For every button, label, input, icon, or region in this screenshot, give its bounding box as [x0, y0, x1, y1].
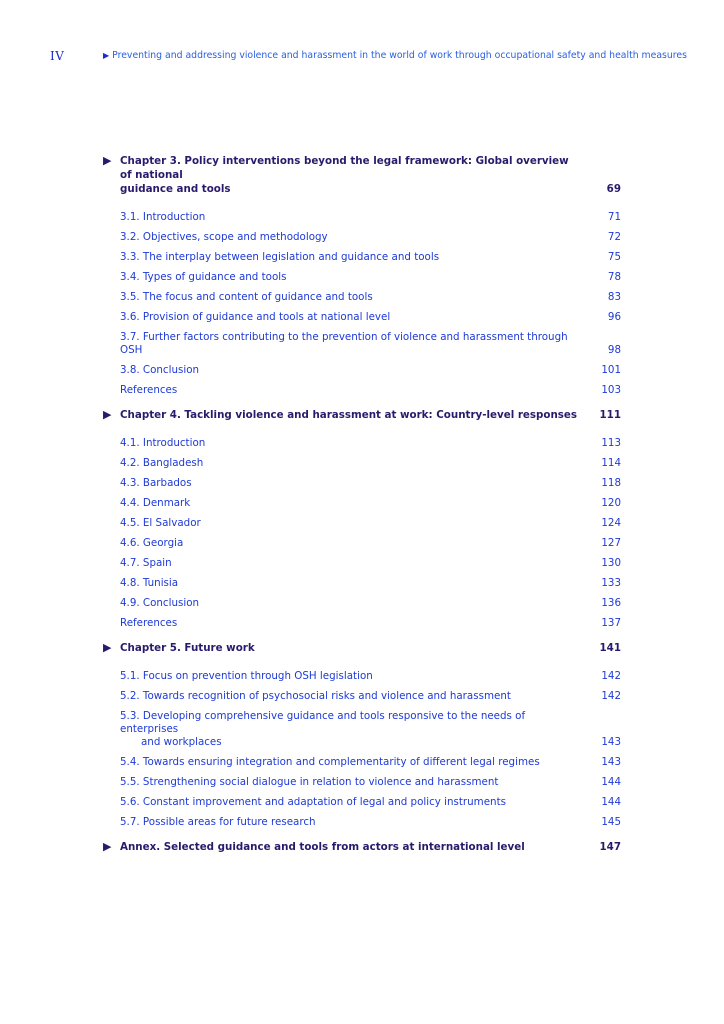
- toc-entry[interactable]: [120, 756, 621, 769]
- entry-page: 133: [601, 577, 621, 589]
- toc-entry[interactable]: [120, 537, 621, 550]
- entry-title: References: [120, 617, 178, 629]
- toc-entry[interactable]: [120, 557, 621, 570]
- entry-title: 4.7. Spain: [120, 557, 172, 569]
- entry-title: 4.2. Bangladesh: [120, 457, 204, 469]
- toc-entry[interactable]: [120, 577, 621, 590]
- toc-chapter-3[interactable]: [103, 154, 621, 196]
- entry-title: 3.7. Further factors contributing to the prevention of violence and harassment through OSH: [120, 331, 568, 356]
- chapter-page: 147: [599, 841, 621, 853]
- chapter-5-entries: [103, 670, 621, 829]
- toc-entry[interactable]: [120, 211, 621, 224]
- toc-entry[interactable]: [120, 364, 621, 377]
- table-of-contents: [103, 154, 621, 869]
- entry-page: 83: [607, 291, 621, 303]
- entry-page: 120: [601, 497, 621, 509]
- chapter-title: Annex. Selected guidance and tools from actors at international level: [120, 841, 525, 853]
- entry-title: 4.6. Georgia: [120, 537, 184, 549]
- toc-entry[interactable]: [120, 796, 621, 809]
- entry-title: 5.2. Towards recognition of psychosocial risks and violence and harassment: [120, 690, 511, 702]
- entry-title: 4.4. Denmark: [120, 497, 191, 509]
- entry-title: 3.5. The focus and content of guidance and tools: [120, 291, 373, 303]
- entry-title: 4.9. Conclusion: [120, 597, 200, 609]
- entry-title-continued: and workplaces: [141, 736, 222, 748]
- page-number: IV: [50, 49, 65, 63]
- toc-entry[interactable]: [120, 231, 621, 244]
- entry-page: 142: [601, 690, 621, 702]
- entry-page: 75: [607, 251, 621, 263]
- entry-page: 101: [601, 364, 621, 376]
- entry-page: 127: [601, 537, 621, 549]
- toc-chapter-5[interactable]: [103, 641, 621, 655]
- toc-annex[interactable]: [103, 840, 621, 854]
- entry-page: 143: [601, 736, 621, 748]
- chapter-title: Chapter 5. Future work: [120, 642, 255, 654]
- toc-entry[interactable]: [120, 251, 621, 264]
- entry-page: 118: [601, 477, 621, 489]
- entry-page: 113: [601, 437, 621, 449]
- toc-entry[interactable]: [120, 710, 621, 749]
- entry-page: 71: [607, 211, 621, 223]
- entry-page: 103: [601, 384, 621, 396]
- entry-page: 96: [607, 311, 621, 323]
- toc-entry[interactable]: [120, 816, 621, 829]
- entry-page: 130: [601, 557, 621, 569]
- entry-page: 144: [601, 776, 621, 788]
- chapter-3-entries: [103, 211, 621, 397]
- triangle-bullet-icon: ▶: [103, 51, 110, 60]
- chapter-page: 141: [599, 642, 621, 654]
- entry-title: 5.3. Developing comprehensive guidance and tools responsive to the needs of enterprises: [120, 710, 526, 735]
- toc-entry[interactable]: [120, 497, 621, 510]
- entry-title: 5.6. Constant improvement and adaptation of legal and policy instruments: [120, 796, 506, 808]
- entry-title: 4.3. Barbados: [120, 477, 192, 489]
- entry-title: 4.8. Tunisia: [120, 577, 179, 589]
- toc-chapter-4[interactable]: [103, 408, 621, 422]
- toc-entry[interactable]: [120, 271, 621, 284]
- entry-page: 145: [601, 816, 621, 828]
- chapter-4-entries: [103, 437, 621, 630]
- entry-page: 144: [601, 796, 621, 808]
- entry-title: 5.7. Possible areas for future research: [120, 816, 316, 828]
- toc-entry[interactable]: [120, 597, 621, 610]
- triangle-bullet-icon: ▶: [103, 408, 112, 421]
- entry-title: 3.4. Types of guidance and tools: [120, 271, 287, 283]
- toc-entry[interactable]: [120, 331, 621, 357]
- entry-title: 4.5. El Salvador: [120, 517, 201, 529]
- entry-page: 124: [601, 517, 621, 529]
- chapter-page: 69: [606, 183, 621, 195]
- entry-title: 3.6. Provision of guidance and tools at national level: [120, 311, 391, 323]
- entry-title: References: [120, 384, 178, 396]
- entry-title: 3.2. Objectives, scope and methodology: [120, 231, 328, 243]
- entry-page: 78: [607, 271, 621, 283]
- entry-title: 3.1. Introduction: [120, 211, 206, 223]
- entry-title: 5.1. Focus on prevention through OSH legislation: [120, 670, 373, 682]
- toc-entry[interactable]: [120, 670, 621, 683]
- running-title: [103, 50, 687, 61]
- entry-page: 98: [607, 344, 621, 356]
- chapter-page: 111: [599, 409, 621, 421]
- entry-page: 143: [601, 756, 621, 768]
- running-title-text: Preventing and addressing violence and harassment in the world of work through occupational safety and health measures: [112, 50, 687, 61]
- toc-entry[interactable]: [120, 384, 621, 397]
- triangle-bullet-icon: ▶: [103, 840, 112, 853]
- toc-entry[interactable]: [120, 311, 621, 324]
- entry-page: 142: [601, 670, 621, 682]
- chapter-title: Chapter 3. Policy interventions beyond the legal framework: Global overview of national: [120, 155, 569, 181]
- toc-entry[interactable]: [120, 617, 621, 630]
- triangle-bullet-icon: ▶: [103, 641, 112, 654]
- toc-entry[interactable]: [120, 291, 621, 304]
- toc-entry[interactable]: [120, 437, 621, 450]
- toc-entry[interactable]: [120, 690, 621, 703]
- toc-entry[interactable]: [120, 457, 621, 470]
- entry-page: 137: [601, 617, 621, 629]
- chapter-title: Chapter 4. Tackling violence and harassment at work: Country-level responses: [120, 409, 578, 421]
- entry-title: 3.3. The interplay between legislation and guidance and tools: [120, 251, 440, 263]
- toc-entry[interactable]: [120, 477, 621, 490]
- toc-entry[interactable]: [120, 517, 621, 530]
- entry-title: 3.8. Conclusion: [120, 364, 200, 376]
- triangle-bullet-icon: ▶: [103, 154, 112, 167]
- entry-page: 136: [601, 597, 621, 609]
- entry-title: 5.4. Towards ensuring integration and complementarity of different legal regimes: [120, 756, 540, 768]
- toc-entry[interactable]: [120, 776, 621, 789]
- chapter-title: guidance and tools: [120, 183, 231, 195]
- entry-page: 114: [601, 457, 621, 469]
- entry-title: 5.5. Strengthening social dialogue in relation to violence and harassment: [120, 776, 499, 788]
- entry-title: 4.1. Introduction: [120, 437, 206, 449]
- entry-page: 72: [607, 231, 621, 243]
